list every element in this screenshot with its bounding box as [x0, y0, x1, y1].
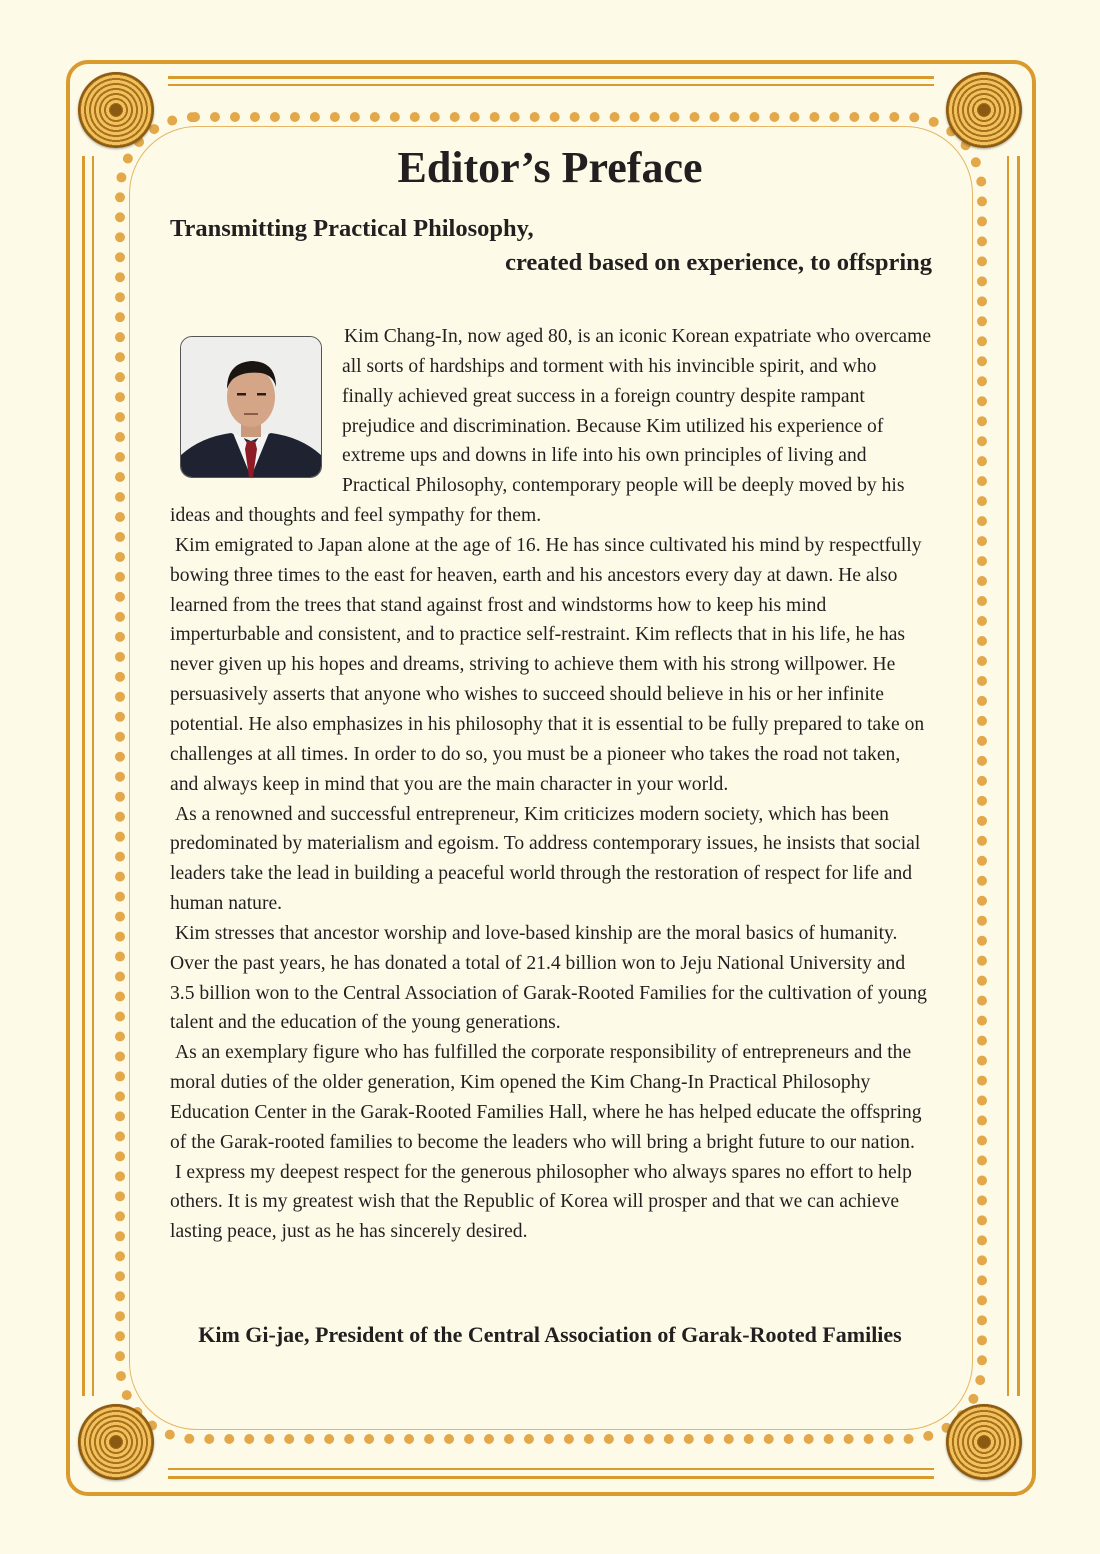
- gold-concentric-disc-icon: [78, 72, 154, 148]
- gold-concentric-disc-icon: [78, 1404, 154, 1480]
- bottom-rule-inner: [168, 1468, 934, 1470]
- portrait-photo: [180, 336, 322, 478]
- subtitle: [170, 212, 932, 280]
- subtitle-line-1: Transmitting Practical Philosophy,: [170, 215, 534, 242]
- top-rule: [168, 76, 934, 79]
- gold-concentric-disc-icon: [946, 72, 1022, 148]
- signature: Kim Gi-jae, President of the Central Association of Garak-Rooted Families: [198, 1322, 902, 1347]
- paragraph: Kim stresses that ancestor worship and love-based kinship are the moral basics of humanity. Over the past years, he has donated a total of 21.4 billion won to Jeju National University and 3.5 billion won to the Central Association of Garak-Rooted Families for the cultivation of young talent and the education of the young generations.: [170, 922, 927, 1034]
- right-rule: [1017, 156, 1020, 1396]
- page-title: Editor’s Preface: [397, 143, 703, 192]
- preface-body: [170, 322, 932, 1247]
- subtitle-line-2: created based on experience, to offspring: [505, 249, 932, 276]
- paragraph: As a renowned and successful entrepreneur, Kim criticizes modern society, which has been predominated by materialism and egoism. To address contemporary issues, he insists that social leaders take the lead in building a peaceful world through the restoration of respect for life and human nature.: [170, 803, 921, 915]
- left-rule-inner: [92, 156, 94, 1396]
- paragraph: As an exemplary figure who has fulfilled the corporate responsibility of entrepreneurs and the moral duties of the older generation, Kim opened the Kim Chang-In Practical Philosophy Education Center in the Garak-Rooted Families Hall, where he has helped educate the offspring of the Garak-rooted families to become the leaders who will bring a bright future to our nation.: [170, 1042, 922, 1153]
- left-rule: [82, 156, 85, 1396]
- paragraph: I express my deepest respect for the generous philosopher who always spares no effort to help others. It is my greatest wish that the Republic of Korea will prosper and that we can achieve lasting peace, just as he has sincerely desired.: [170, 1161, 912, 1243]
- bottom-rule: [168, 1476, 934, 1479]
- top-rule-inner: [168, 84, 934, 86]
- right-rule-inner: [1007, 156, 1009, 1396]
- paragraph: Kim Chang-In, now aged 80, is an iconic Korean expatriate who overcame all sorts of hardships and torment with his invincible spirit, and who finally achieved great success in a foreign country despite rampant prejudice and discrimination. Because Kim utilized his experience of extreme ups and downs in life into his own principles of living and Practical Philosophy, contemporary people will be deeply moved by his ideas and thoughts and feel sympathy for them.: [170, 326, 932, 527]
- paragraph: Kim emigrated to Japan alone at the age of 16. He has since cultivated his mind by respectfully bowing three times to the east for heaven, earth and his ancestors every day at dawn. He also learned from the trees that stand against frost and windstorms how to keep his mind imperturbable and consistent, and to practice self-restraint. Kim reflects that in his life, he has never given up his hopes and dreams, striving to achieve them with his strong willpower. He persuasively asserts that anyone who wishes to succeed should believe in his or her infinite potential. He also emphasizes in his philosophy that it is essential to be fully prepared to take on challenges at all times. In order to do so, you must be a pioneer who takes the road not taken, and always keep in mind that you are the main character in your world.: [170, 534, 925, 795]
- gold-concentric-disc-icon: [946, 1404, 1022, 1480]
